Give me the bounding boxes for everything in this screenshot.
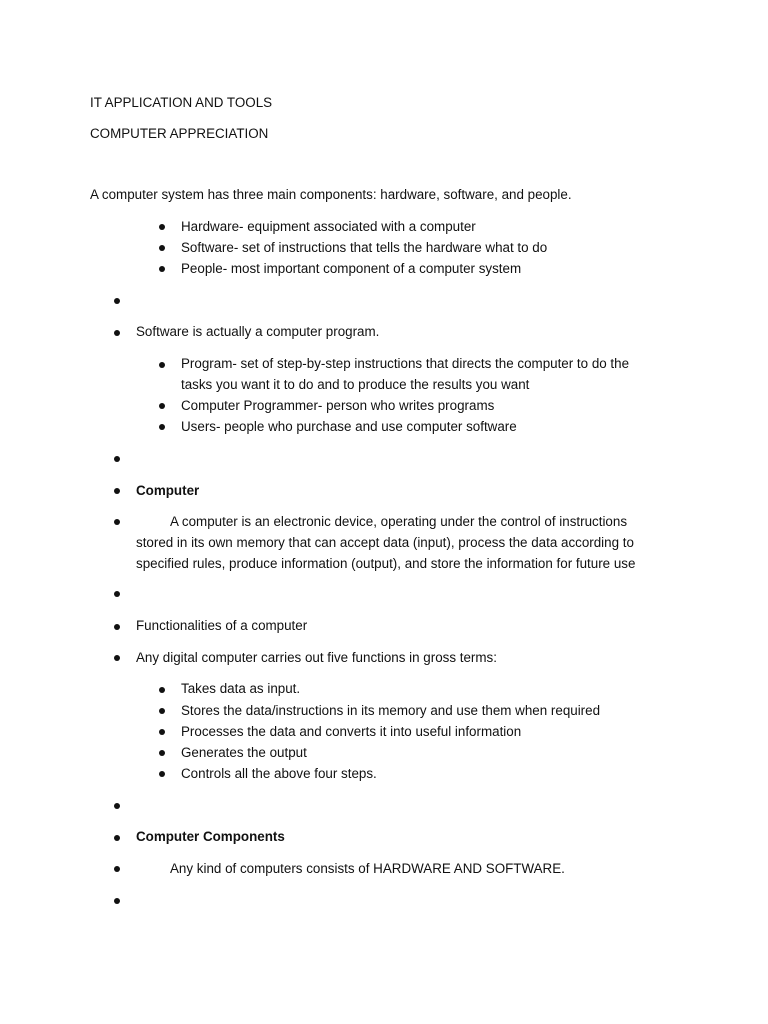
list-item-programmer: Computer Programmer- person who writes programs xyxy=(181,398,495,413)
bullet-icon xyxy=(114,624,120,630)
list-item-software: Software- set of instructions that tells the hardware what to do xyxy=(181,240,548,255)
computer-definition-line3: specified rules, produce information (output), and store the information for future use xyxy=(136,556,636,571)
empty-bullet-icon xyxy=(114,456,120,462)
list-item-users: Users- people who purchase and use computer software xyxy=(181,419,517,434)
section-heading-computer: Computer xyxy=(136,483,200,498)
bullet-icon xyxy=(159,771,165,777)
bullet-icon xyxy=(159,266,165,272)
computer-definition-line1: A computer is an electronic device, operating under the control of instructions xyxy=(170,514,628,529)
empty-bullet-icon xyxy=(114,898,120,904)
list-item-people: People- most important component of a computer system xyxy=(181,261,522,276)
intro-paragraph: A computer system has three main components: hardware, software, and people. xyxy=(90,187,572,202)
bullet-icon xyxy=(114,488,120,494)
bullet-icon xyxy=(159,729,165,735)
bullet-icon xyxy=(159,708,165,714)
document-title: IT APPLICATION AND TOOLS xyxy=(90,95,273,110)
list-item-function-control: Controls all the above four steps. xyxy=(181,766,377,781)
list-item-program-continued: tasks you want it to do and to produce the results you want xyxy=(181,377,530,392)
list-item-program: Program- set of step-by-step instructions that directs the computer to do the xyxy=(181,356,630,371)
bullet-icon xyxy=(159,424,165,430)
bullet-icon xyxy=(114,519,120,525)
bullet-icon xyxy=(159,362,165,368)
bullet-icon xyxy=(114,330,120,336)
functions-intro: Any digital computer carries out five functions in gross terms: xyxy=(136,650,497,665)
empty-bullet-icon xyxy=(114,591,120,597)
list-item-function-process: Processes the data and converts it into useful information xyxy=(181,724,522,739)
empty-bullet-icon xyxy=(114,803,120,809)
functionalities-heading: Functionalities of a computer xyxy=(136,618,308,633)
list-item-hardware: Hardware- equipment associated with a computer xyxy=(181,219,476,234)
bullet-icon xyxy=(159,687,165,693)
section-heading-components: Computer Components xyxy=(136,829,285,844)
bullet-icon xyxy=(159,403,165,409)
software-intro: Software is actually a computer program. xyxy=(136,324,380,339)
components-statement: Any kind of computers consists of HARDWARE AND SOFTWARE. xyxy=(170,861,565,876)
bullet-icon xyxy=(159,245,165,251)
computer-definition-line2: stored in its own memory that can accept data (input), process the data according to xyxy=(136,535,634,550)
bullet-icon xyxy=(159,750,165,756)
bullet-icon xyxy=(114,835,120,841)
list-item-function-input: Takes data as input. xyxy=(181,681,301,696)
bullet-icon xyxy=(114,655,120,661)
list-item-function-output: Generates the output xyxy=(181,745,307,760)
document-subtitle: COMPUTER APPRECIATION xyxy=(90,126,269,141)
empty-bullet-icon xyxy=(114,298,120,304)
bullet-icon xyxy=(114,866,120,872)
bullet-icon xyxy=(159,224,165,230)
list-item-function-store: Stores the data/instructions in its memory and use them when required xyxy=(181,703,601,718)
